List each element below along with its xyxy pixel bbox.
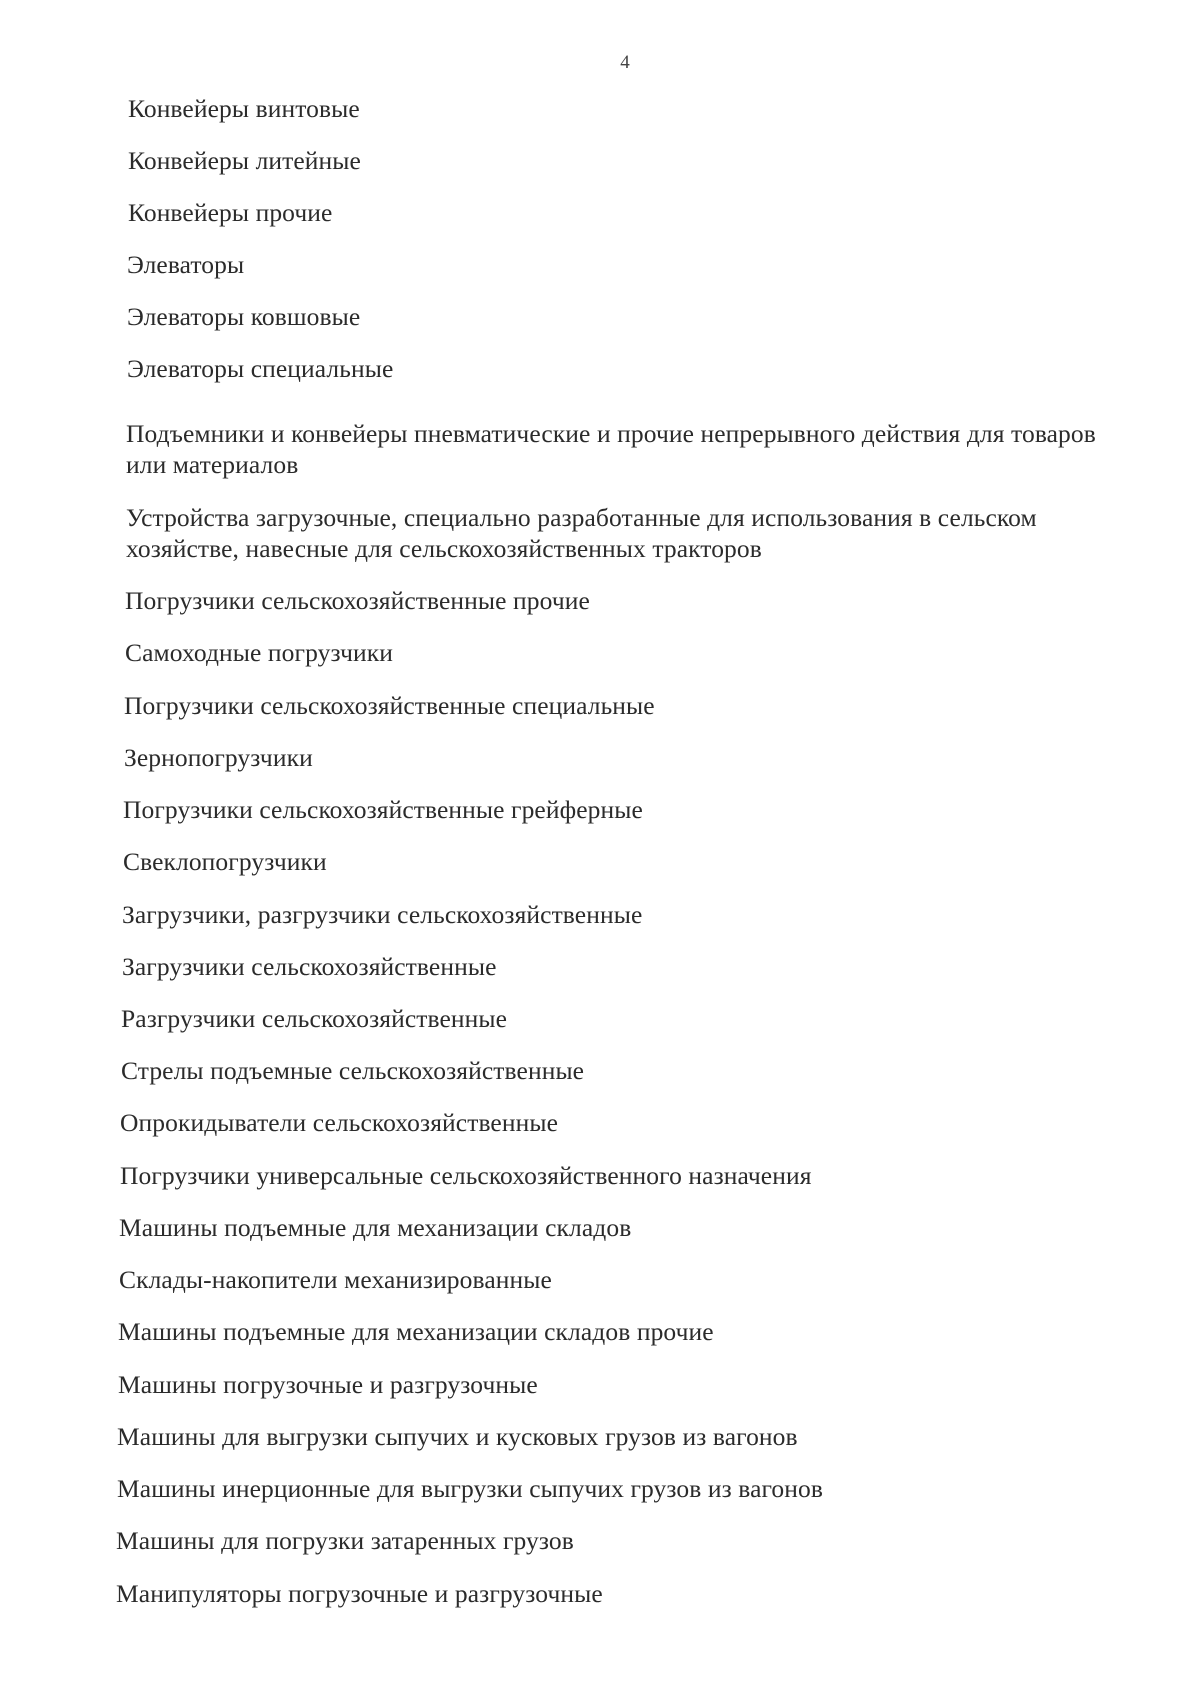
list-item: Элеваторы специальные [127,354,394,383]
list-item: Стрелы подъемные сельскохозяйственные [121,1056,585,1085]
list-item: Устройства загрузочные, специально разработанные для использования в сельском хозяйстве, навесные для сельскохозяйственных тракторов [126,503,1037,563]
list-item: Подъемники и конвейеры пневматические и прочие непрерывного действия для товаров или материалов [126,419,1096,479]
list-item: Погрузчики сельскохозяйственные прочие [125,586,590,615]
list-item: Машины для выгрузки сыпучих и кусковых грузов из вагонов [117,1422,798,1451]
list-item: Конвейеры винтовые [128,94,360,123]
list-item: Зернопогрузчики [124,743,313,772]
list-item: Загрузчики сельскохозяйственные [122,952,497,981]
list-item: Конвейеры литейные [128,146,361,175]
list-item: Свеклопогрузчики [123,847,327,876]
list-item: Погрузчики сельскохозяйственные грейферные [123,795,643,824]
page-number: 4 [620,52,630,73]
list-item: Машины подъемные для механизации складов прочие [118,1317,714,1346]
list-item: Манипуляторы погрузочные и разгрузочные [116,1579,603,1608]
list-item: Машины погрузочные и разгрузочные [118,1370,538,1399]
list-item: Разгрузчики сельскохозяйственные [121,1004,508,1033]
list-item: Машины подъемные для механизации складов [119,1213,632,1242]
list-item: Машины для погрузки затаренных грузов [116,1526,574,1555]
list-item: Конвейеры прочие [128,198,333,227]
list-item: Элеваторы [127,250,245,279]
list-item: Машины инерционные для выгрузки сыпучих грузов из вагонов [117,1474,824,1503]
list-item: Склады-накопители механизированные [119,1265,552,1294]
list-item: Загрузчики, разгрузчики сельскохозяйственные [122,900,643,929]
list-item: Погрузчики универсальные сельскохозяйственного назначения [120,1161,812,1190]
list-item: Элеваторы ковшовые [127,302,361,331]
list-item: Погрузчики сельскохозяйственные специальные [124,691,655,720]
list-item: Опрокидыватели сельскохозяйственные [120,1108,558,1137]
list-item: Самоходные погрузчики [125,638,394,667]
